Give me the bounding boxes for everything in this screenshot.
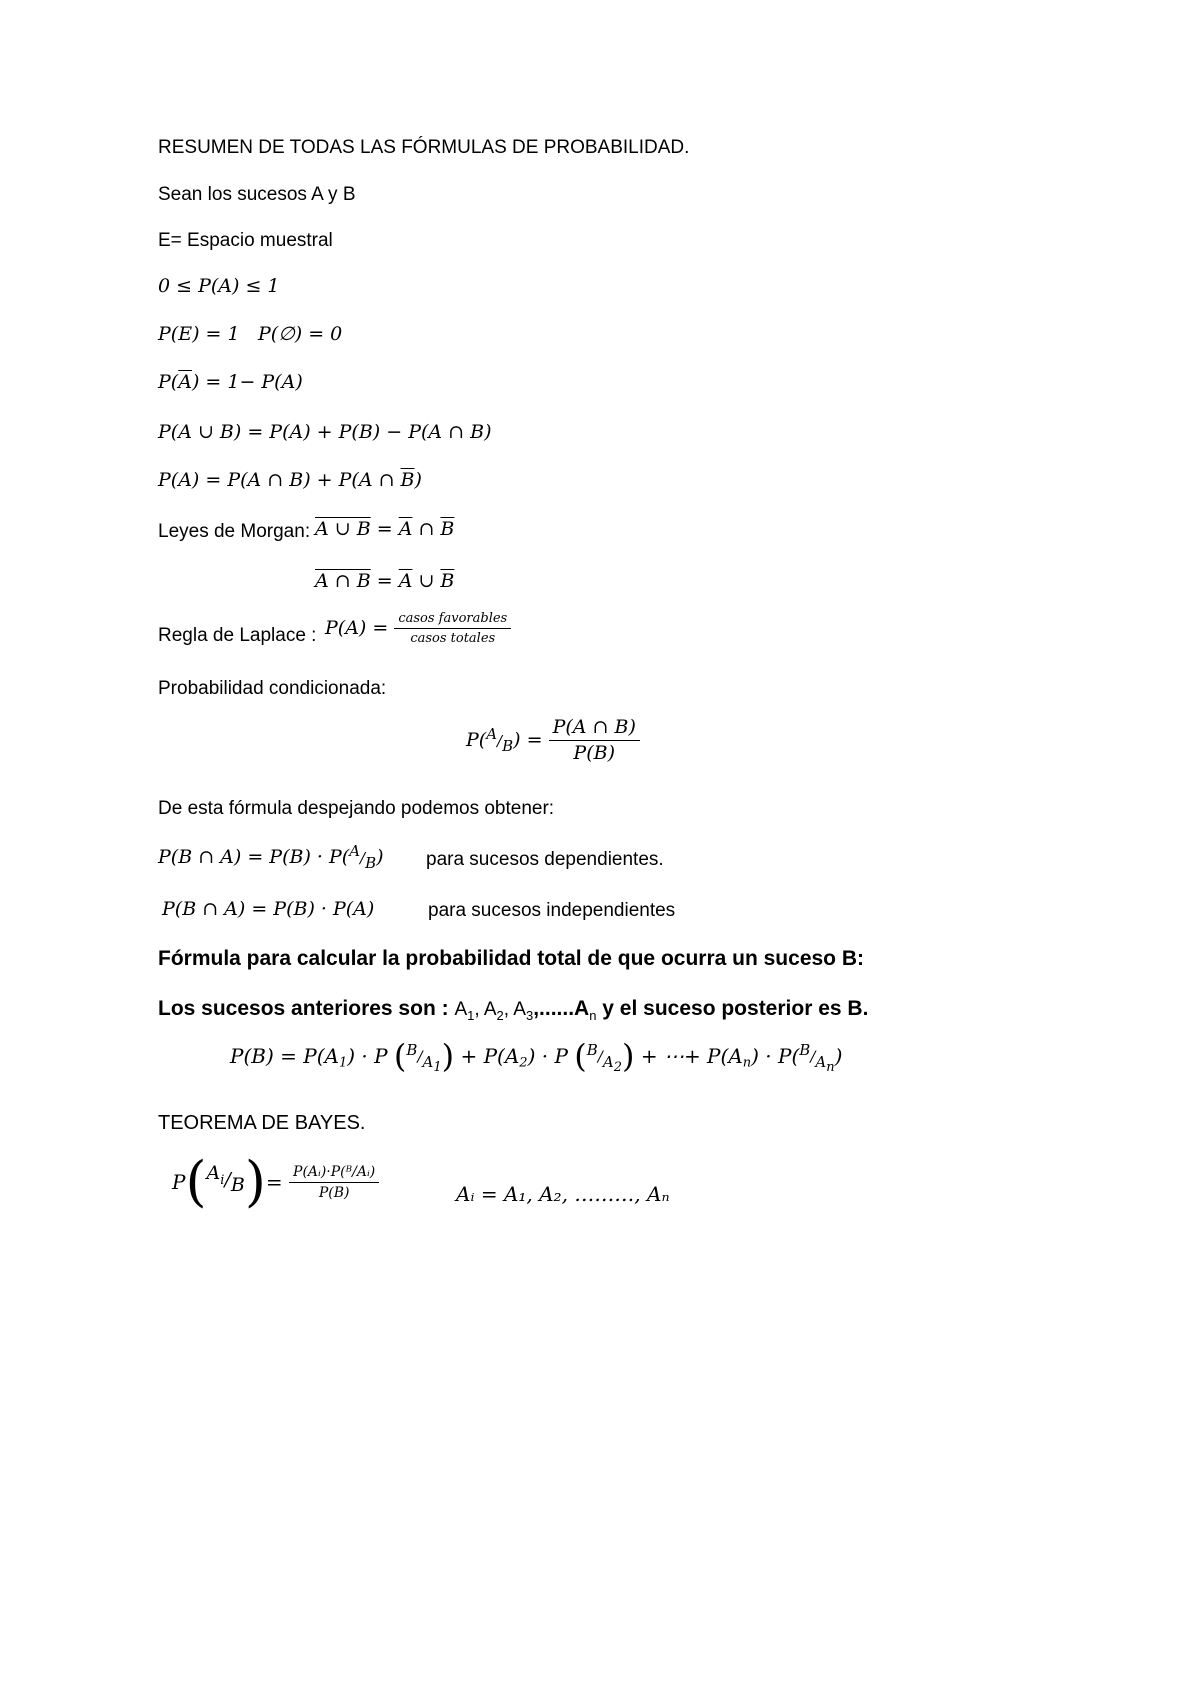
formula-probabilidad-total (230, 1037, 843, 1075)
total-p2: + P(A (460, 1044, 520, 1068)
morgan-law-2-lhs: A ∩ B (315, 570, 371, 592)
bayes-eq: = (265, 1170, 283, 1194)
formula-complement-a: $\overline{A}$ (178, 371, 192, 393)
total-ratio-3: $B/A_n$ (799, 1040, 835, 1075)
formula-range: 0 ≤ P(A) ≤ 1 (158, 275, 280, 297)
total-b2 (602, 1052, 622, 1075)
total-b2-letter: A (602, 1052, 614, 1071)
anteriores-a3: , A (503, 999, 526, 1020)
formula-partition-b: $\overline{B}$ (400, 469, 415, 491)
total-lhs: P(B) = P(A (230, 1044, 339, 1068)
laplace-fraction (394, 612, 511, 645)
cond-numerator: P(A ∩ B) (552, 716, 636, 738)
text-despejando: De esta fórmula despejando podemos obtener: (158, 798, 555, 819)
heading-bayes: TEOREMA DE BAYES. (158, 1112, 366, 1134)
total-paren-open-1: ( (393, 1037, 407, 1075)
morgan-law-1-op: ∩ (412, 518, 441, 540)
anteriores-s2: 2 (496, 1007, 504, 1023)
bayes-bot: B (230, 1173, 245, 1196)
cond-lhs-ratio (486, 725, 513, 755)
formula-partition-post: ) (414, 469, 422, 491)
total-b3-letter: A (815, 1052, 827, 1071)
anteriores-a2: , A (474, 999, 497, 1020)
bayes-p: P (172, 1170, 186, 1194)
text-independientes: para sucesos independientes (428, 900, 676, 921)
text-sucesos: Sean los sucesos A y B (158, 184, 356, 205)
cond-formula (466, 718, 640, 763)
laplace-denominator: casos totales (394, 628, 511, 645)
formula-complement-post: ) = 1− P(A) (191, 371, 303, 393)
morgan-label: Leyes de Morgan: (158, 521, 311, 542)
formula-ps-left: P(E) = 1 (158, 323, 240, 345)
total-ratio-1: $B/A_1$ (406, 1040, 442, 1075)
total-s1: 1 (338, 1055, 348, 1071)
bayes-index-range: Aᵢ = A₁, A₂, ………, Aₙ (456, 1182, 670, 1206)
total-s2: 2 (519, 1055, 528, 1071)
cond-lhs (466, 725, 543, 755)
cond-lhs-p: P( (466, 729, 487, 751)
total-b3 (815, 1052, 835, 1075)
total-paren-open-2: ( (574, 1037, 587, 1075)
total-sn: n (742, 1055, 752, 1071)
formula-bayes (172, 1150, 379, 1213)
formula-partition (158, 471, 422, 490)
total-m1: ) · P (347, 1044, 388, 1068)
morgan-law-1-a: $\overline{A}$ (398, 518, 413, 540)
anteriores-a1: A (454, 999, 468, 1020)
laplace-label: Regla de Laplace : (158, 625, 317, 646)
text-espacio-muestral: E= Espacio muestral (158, 230, 333, 251)
total-b1-letter: A (422, 1052, 434, 1071)
total-t1: B (406, 1040, 418, 1059)
formula-union: P(A ∪ B) = P(A) + P(B) − P(A ∩ B) (158, 421, 492, 443)
bayes-fraction (289, 1165, 379, 1200)
total-bsn: n (826, 1059, 835, 1075)
cond-fraction (549, 718, 640, 763)
bayes-top-sub: i (220, 1172, 225, 1188)
cond-lhs-close: ) = (513, 729, 543, 751)
anteriores-post: y el suceso posterior es B. (596, 997, 869, 1020)
morgan-law-2-eq: = (370, 570, 399, 592)
total-end: ) (834, 1044, 843, 1068)
anteriores-s1: 1 (467, 1007, 475, 1023)
bayes-ratio: $A_i/B$ (206, 1161, 245, 1196)
formula-complement-pre: P( (158, 371, 179, 393)
cond-lhs-slash: / (497, 732, 503, 750)
total-m2: ) · P (527, 1044, 568, 1068)
cond-lhs-top: A (486, 725, 498, 743)
bayes-paren-open: ( (185, 1150, 207, 1213)
total-bs2: 2 (613, 1059, 622, 1075)
heading-probabilidad-total: Fórmula para calcular la probabilidad total de que ocurra un suceso B: (158, 947, 864, 970)
bayes-top (206, 1161, 225, 1188)
text-dependientes: para sucesos dependientes. (426, 849, 664, 870)
dep-formula-top: A (349, 842, 361, 860)
morgan-law-2-b: $\overline{B}$ (440, 570, 455, 592)
laplace-numerator: casos favorables (398, 611, 508, 626)
total-paren-close-1: ) (441, 1037, 455, 1075)
bayes-top-letter: A (206, 1161, 221, 1184)
page-title: RESUMEN DE TODAS LAS FÓRMULAS DE PROBABILIDAD. (158, 137, 690, 158)
total-m3: ) · P( (751, 1044, 800, 1068)
total-bs1: 1 (433, 1059, 442, 1075)
bayes-paren-close: ) (244, 1150, 266, 1213)
morgan-law-2 (315, 572, 454, 591)
formula-dependientes (158, 842, 384, 872)
laplace-formula (325, 612, 511, 645)
dep-formula-post: ) (376, 846, 384, 868)
laplace-lhs: P(A) = (325, 617, 389, 639)
morgan-law-1-lhs: A ∪ B (315, 518, 371, 540)
total-ratio-2: $B/A_2$ (586, 1040, 622, 1075)
text-sucesos-anteriores (158, 998, 868, 1022)
total-t2: B (586, 1040, 598, 1059)
cond-label: Probabilidad condicionada: (158, 678, 387, 699)
anteriores-dots: ,......A (533, 997, 590, 1020)
dep-formula-ratio (349, 842, 376, 872)
morgan-law-1 (315, 520, 454, 539)
morgan-law-2-op: ∪ (412, 570, 441, 592)
formula-complement (158, 373, 303, 392)
cond-denominator: P(B) (549, 740, 640, 763)
dep-formula-slash: / (360, 849, 366, 867)
total-t3: B (799, 1040, 811, 1059)
bayes-numerator: P(Aᵢ)·P(ᴮ/Aᵢ) (293, 1163, 376, 1180)
anteriores-sn: n (589, 1007, 597, 1023)
total-p3: + ⋯+ P(A (640, 1044, 743, 1068)
morgan-law-1-eq: = (370, 518, 399, 540)
dep-formula-pre: P(B ∩ A) = P(B) · P( (158, 846, 350, 868)
total-paren-close-2: ) (621, 1037, 635, 1075)
formula-ps-right: P(∅) = 0 (258, 323, 343, 345)
anteriores-pre: Los sucesos anteriores son : (158, 997, 455, 1020)
total-b1 (422, 1052, 442, 1075)
morgan-law-1-b: $\overline{B}$ (440, 518, 455, 540)
bayes-denominator: P(B) (289, 1182, 379, 1200)
formula-independientes: P(B ∩ A) = P(B) · P(A) (162, 898, 375, 920)
formula-partition-pre: P(A) = P(A ∩ B) + P(A ∩ (158, 469, 401, 491)
cond-lhs-bot: B (502, 737, 514, 755)
anteriores-s3: 3 (525, 1007, 534, 1023)
dep-formula-bot: B (365, 854, 377, 872)
morgan-law-2-a: $\overline{A}$ (398, 570, 413, 592)
